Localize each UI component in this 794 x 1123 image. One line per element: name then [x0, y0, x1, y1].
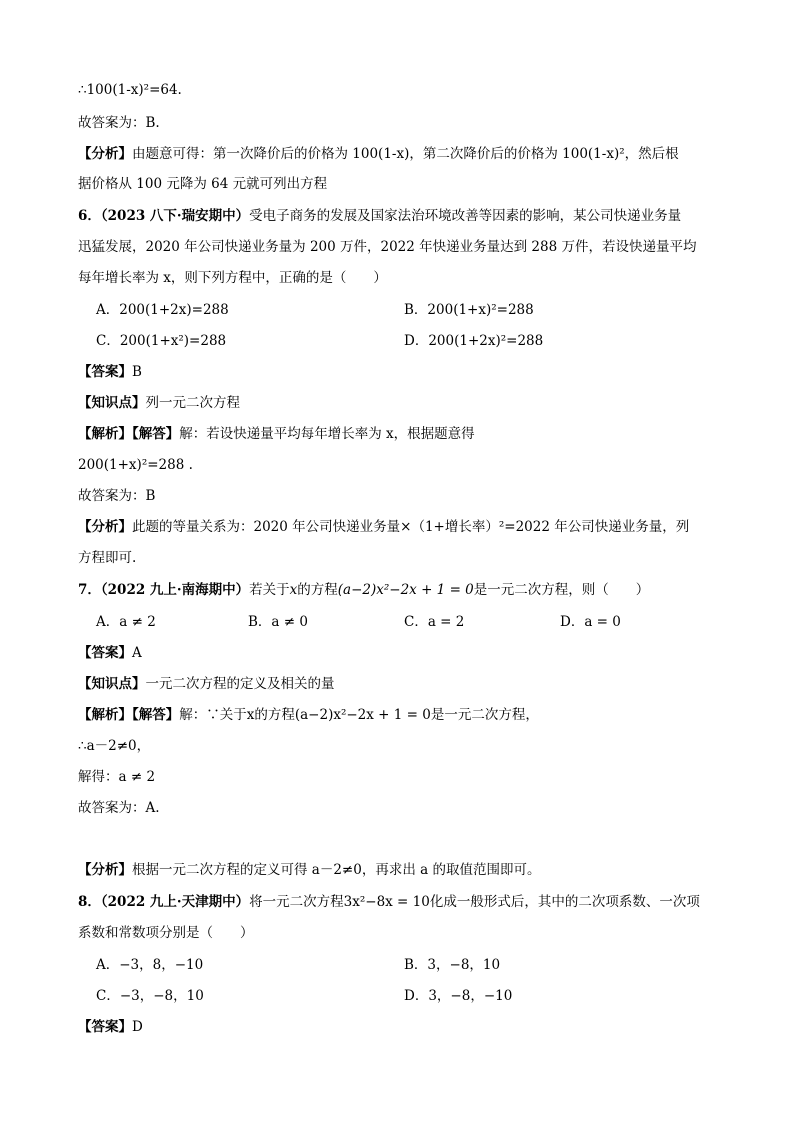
- q7-stem-eq: (a−2)x²−2x + 1 = 0: [337, 582, 474, 598]
- q7-ana-tag: 【分析】: [78, 862, 132, 878]
- q8-option-c: C．−3，−8，10: [96, 988, 204, 1004]
- q6-option-b: B．200(1+x)²=288: [404, 302, 534, 318]
- q6-option-d: D．200(1+2x)²=288: [404, 333, 544, 349]
- q8-answer-value: D: [132, 1019, 143, 1035]
- top-analysis: [78, 144, 679, 164]
- q7-analysis: [78, 860, 540, 880]
- q7-stem: [78, 580, 649, 600]
- top-line-1: ∴100(1-x)²=64.: [78, 82, 182, 98]
- q8-source: （2022 九上·天津期中）: [100, 894, 250, 910]
- q7-sol-line-4: 故答案为：A.: [78, 800, 160, 816]
- q6-number: 6．: [78, 208, 101, 224]
- q6-stem-line-2: 迅猛发展，2020 年公司快递业务量为 200 万件，2022 年快递业务量达到 288 万件，若设快递量平均: [78, 239, 697, 255]
- q6-kp-tag: 【知识点】: [78, 395, 146, 411]
- analysis-tag: 【分析】: [78, 146, 132, 162]
- q6-analysis: [78, 517, 689, 537]
- q8-option-d: D．3，−8，−10: [404, 988, 513, 1004]
- q6-stem-line-1: [78, 206, 681, 226]
- q7-option-d: D．a = 0: [560, 614, 621, 630]
- q8-number: 8．: [78, 894, 101, 910]
- q6-sol-text: 解：若设快递量平均每年增长率为 x，根据题意得: [179, 426, 475, 442]
- q6-source: （2023 八下·瑞安期中）: [100, 208, 250, 224]
- q7-answer-tag: 【答案】: [78, 645, 132, 661]
- q7-sol-tag: 【解析】【解答】: [78, 707, 180, 723]
- q7-stem-var: x: [289, 582, 298, 598]
- q8-answer-tag: 【答案】: [78, 1019, 132, 1035]
- q7-kp-text: 一元二次方程的定义及相关的量: [145, 676, 335, 692]
- q6-ana-text: 此题的等量关系为：2020 年公司快递业务量×（1+增长率）²=2022 年公司快递业务量，列: [132, 519, 690, 535]
- q7-stem-post: 是一元二次方程，则（ ）: [473, 582, 650, 598]
- q6-kp-text: 列一元二次方程: [145, 395, 240, 411]
- top-analysis-cont: 据价格从 100 元降为 64 元就可列出方程: [78, 176, 328, 192]
- q6-stem-text: 受电子商务的发展及国家法治环境改善等因素的影响，某公司快递业务量: [249, 208, 682, 224]
- q7-solution: [78, 705, 539, 725]
- q7-ana-text: 根据一元二次方程的定义可得 a－2≠0，再求出 a 的取值范围即可。: [132, 862, 541, 878]
- q7-knowledge: [78, 674, 335, 694]
- q7-sol-text: 解：∵关于x的方程(a−2)x²−2x + 1 = 0是一元二次方程，: [179, 707, 539, 723]
- q7-sol-line-2: ∴a－2≠0，: [78, 738, 151, 754]
- q8-stem-text: 将一元二次方程3x²−8x = 10化成一般形式后，其中的二次项系数、一次项: [249, 894, 700, 910]
- q6-knowledge: [78, 393, 240, 413]
- top-line-2: 故答案为：B.: [78, 115, 160, 131]
- q6-analysis-cont: 方程即可.: [78, 550, 137, 566]
- q8-stem-line-1: [78, 892, 700, 912]
- q7-answer-value: A: [132, 645, 142, 661]
- q6-answer-value: B: [132, 364, 142, 380]
- q7-stem-mid: 的方程: [297, 582, 338, 598]
- q6-option-a: A．200(1+2x)=288: [96, 302, 229, 318]
- q6-solution: [78, 424, 475, 444]
- q6-answer: [78, 362, 142, 382]
- q7-option-c: C．a = 2: [404, 614, 465, 630]
- q8-option-a: A．−3，8，−10: [96, 957, 204, 973]
- q8-answer: [78, 1017, 143, 1037]
- q6-answer-tag: 【答案】: [78, 364, 132, 380]
- q7-source: （2022 九上·南海期中）: [100, 582, 250, 598]
- q7-option-b: B．a ≠ 0: [248, 614, 308, 630]
- q6-sol-equation: 200(1+x)²=288 .: [78, 457, 193, 473]
- q7-option-a: A．a ≠ 2: [96, 614, 156, 630]
- q6-option-c: C．200(1+x²)=288: [96, 333, 227, 349]
- q7-answer: [78, 643, 142, 663]
- q6-ana-tag: 【分析】: [78, 519, 132, 535]
- q8-option-b: B．3，−8，10: [404, 957, 501, 973]
- q7-sol-line-3: 解得：a ≠ 2: [78, 769, 156, 785]
- q8-stem-line-2: 系数和常数项分别是（ ）: [78, 925, 254, 941]
- q7-number: 7．: [78, 582, 101, 598]
- q6-sol-answer: 故答案为：B: [78, 488, 156, 504]
- q7-stem-pre: 若关于: [249, 582, 290, 598]
- q6-stem-line-3: 每年增长率为 x，则下列方程中，正确的是（ ）: [78, 270, 387, 286]
- analysis-text: 由题意可得：第一次降价后的价格为 100(1-x)，第二次降价后的价格为 100(1-x)²，然后根: [132, 146, 679, 162]
- q7-kp-tag: 【知识点】: [78, 676, 146, 692]
- q6-sol-tag: 【解析】【解答】: [78, 426, 180, 442]
